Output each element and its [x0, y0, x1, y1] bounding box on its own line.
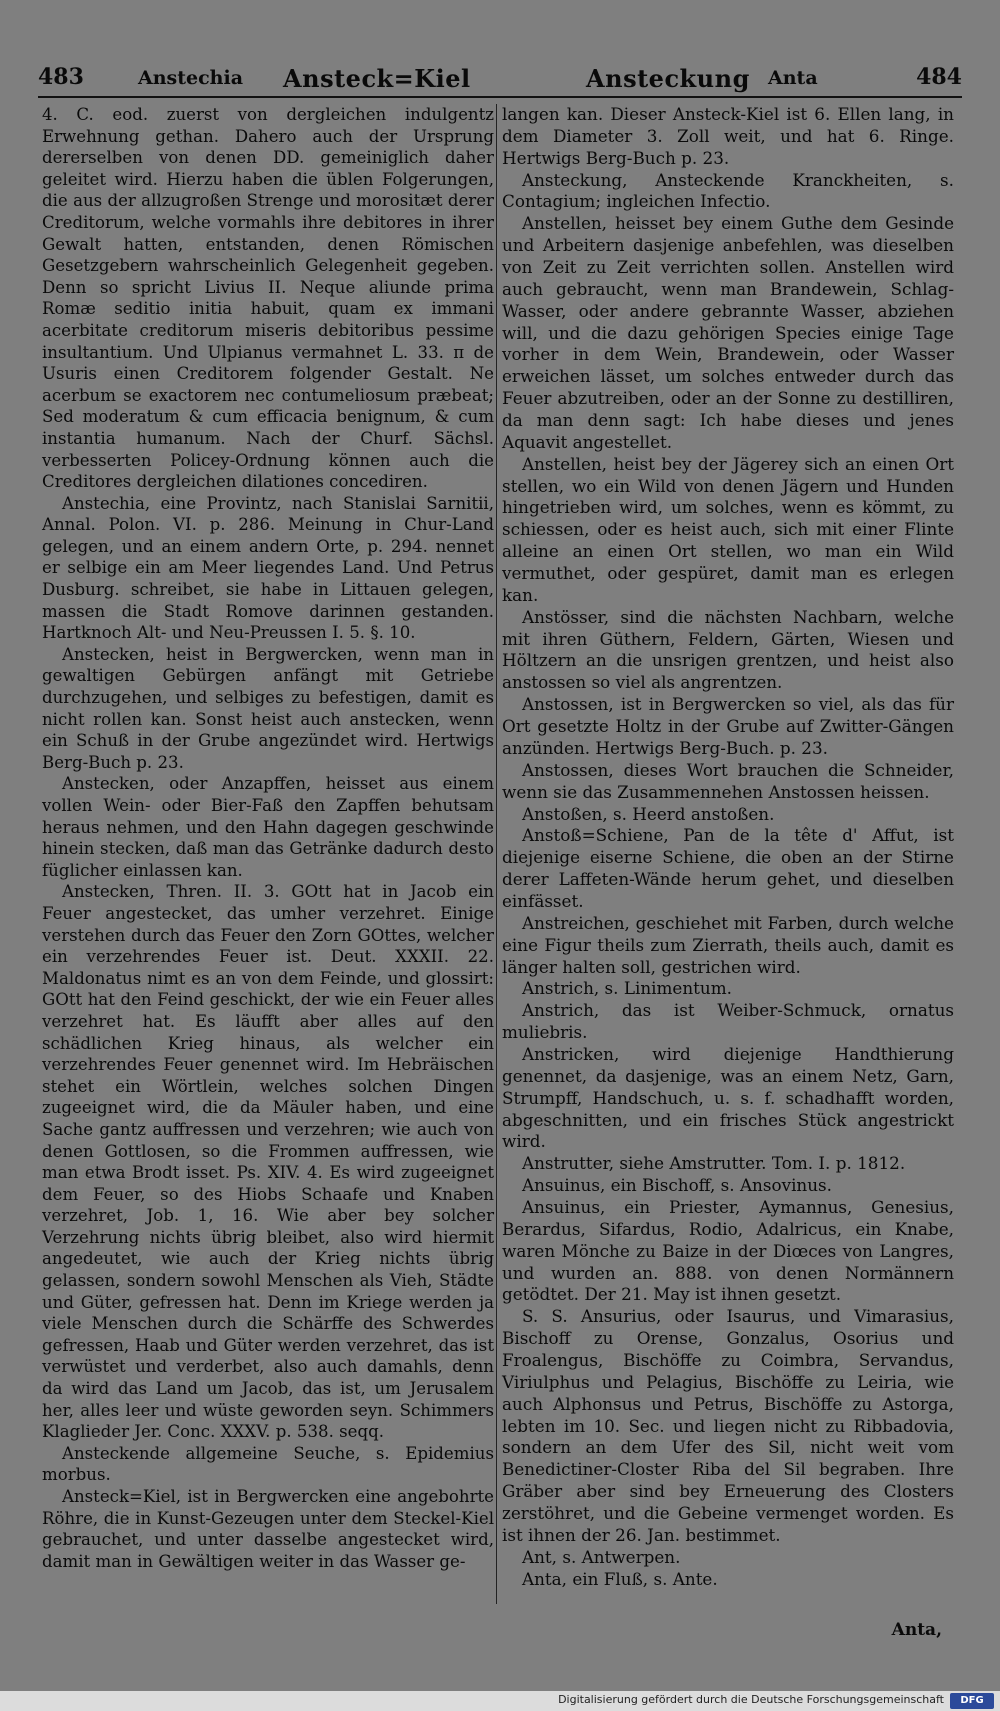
entry-anstoesser: Anstösser, sind die nächsten Nachbarn, welche mit ihren Güthern, Feldern, Gärten, Wiesen und Höltzern an die unsrigen grentzen, und heist also anstossen so viel als angrentzen. [502, 606, 954, 693]
entry-anstecken-thren: Anstecken, Thren. II. 3. GOtt hat in Jacob ein Feuer angestecket, das umher verzehret. Einige verstehen durch das Feuer den Zorn GOttes, welcher ein verzehrendes Feuer ist. Deut. XXXII. 22. Maldonatus nimt es an von dem Feinde, und glossirt: GOtt hat den Feind geschickt, der wie ein Feuer alles verzehret hat. Es läufft aber alles auf den schädlichen Krieg hinaus, als welcher ein verzehrendes Feuer genennet wird. Im Hebräischen stehet ein Wörtlein, welches solchen Dingen zugeeignet wird, die da Mäuler haben, und eine Sache gantz auffressen und verzehren; wie auch von denen Gottlosen, so die Frommen auffressen, wie man etwa Brodt isset. Ps. XIV. 4. Es wird zugeeignet dem Feuer, so des Hiobs Schaafe und Knaben verzehret, Job. 1, 16. Wie aber bey solcher Verzehrung nichts übrig bleibet, also wird hiermit angedeutet, wie auch der Krieg nichts übrig gelassen, sondern sowohl Menschen als Vieh, Städte und Güter, gefressen hat. Denn im Kriege werden ja viele Menschen durch die Schärffe des Schwerdes gefressen, Haab und Güter werden verzehret, das ist verwüstet und verderbet, also auch damahls, denn da wird das Land um Jacob, das ist, um Jerusalem her, alles leer und wüste geworden seyn. Schimmers Klaglieder Jer. Conc. XXXV. p. 538. seqq. [42, 882, 494, 1442]
entry-anstecken-bergwerck: Anstecken, heist in Bergwercken, wenn man in gewaltigen Gebürgen anfängt mit Getriebe durchzugehen, und selbiges zu befestigen, damit es nicht rollen kan. Sonst heist auch anstecken, wenn ein Schuß in der Grube angezündet wird. Hertwigs Berg-Buch p. 23. [42, 644, 494, 772]
left-page-number: 483 [38, 64, 84, 90]
entry-anstrutter: Anstrutter, siehe Amstrutter. Tom. I. p. 1812. [522, 1153, 906, 1174]
right-catch-term: Anta [768, 67, 818, 89]
page-header [38, 62, 962, 98]
right-page-number: 484 [916, 64, 962, 90]
right-running-title: Ansteckung [586, 64, 750, 93]
entry-ansurius: S. S. Ansurius, oder Isaurus, und Vimarasius, Bischoff zu Orense, Gonzalus, Osorius und Froalengus, Bischöffe zu Coimbra, Servandus, Viriulphus und Pelagius, Bischöffe zu Leiria, wie auch Alphonsus und Petrus, Bischöffe zu Astorga, lebten im 10. Sec. und liegen nicht zu Ribbadovia, sondern an dem Ufer des Sil, nicht weit vom Benedictiner-Closter Riba del Sil begraben. Ihre Gräber aber sind bey Erneuerung des Closters zerstöhret, und die Gebeine vermenget worden. Es ist ihnen der 26. Jan. bestimmet. [502, 1306, 954, 1545]
entry-ant: Ant, s. Antwerpen. [522, 1546, 681, 1567]
right-column [502, 104, 954, 1590]
entry-anstrich-liniment: Anstrich, s. Linimentum. [522, 978, 732, 999]
footer-bar [0, 1691, 1000, 1711]
entry-anstellen-guthe: Anstellen, heisset bey einem Guthe dem Gesinde und Arbeitern dasjenige anbefehlen, was dieselben von Zeit zu Zeit verrichten sollen. Anstellen wird auch gebraucht, wenn man Brandewein, Schlag-Wasser, oder andere gebrannte Wasser, abziehen will, und die dazu gehörigen Species einige Tage vorher in dem Wein, Brandewein, oder Wasser erweichen lässet, um solches entweder durch das Feuer abzutreiben, oder an der Sonne zu destilliren, da man denn sagt: Ich habe dieses und jenes Aquavit angestellet. [502, 213, 954, 452]
entry-anstecken-anzapffen: Anstecken, oder Anzapffen, heisset aus einem vollen Wein- oder Bier-Faß den Zapffen behutsam heraus nehmen, und den Hahn dagegen geschwinde hinein stecken, daß man das Getränke dadurch desto füglicher einlassen kan. [42, 774, 494, 880]
left-column [42, 104, 494, 1572]
dfg-logo-icon: DFG [950, 1693, 994, 1709]
funding-credit: Digitalisierung gefördert durch die Deutsche Forschungsgemeinschaft [558, 1693, 944, 1706]
entry-anstossen-schneider: Anstossen, dieses Wort brauchen die Schneider, wenn sie das Zusammennehen Anstossen heissen. [502, 759, 954, 802]
entry-paragraph: 4. C. eod. zuerst von dergleichen indulgentz Erwehnung gethan. Dahero auch der Ursprung dererselben von denen DD. gemeiniglich daher geleitet wird. Hierzu haben die üblen Folgerungen, die aus der allzugroßen Strenge und morositæt derer Creditorum, welche vormahls ihre debitores in ihrer Gewalt hatten, entstanden, denen Römischen Gesetzgebern wahrscheinlich Gelegenheit gegeben. Denn so spricht Livius II. Neque aliunde prima Romæ seditio initia habuit, quam ex immani acerbitate creditorum miseris debitoribus pessime insultantium. Und Ulpianus vermahnet L. 33. π de Usuris einen Creditorem folgender Gestalt. Ne acerbum se exactorem nec contumeliosum præbeat; Sed moderatum & cum efficacia benignum, & cum instantia humanum. Nach der Churf. Sächsl. verbesserten Policey-Ordnung können auch die Creditores dergleichen dilationes concediren. [42, 105, 494, 492]
entry-anstossen-bergwerck: Anstossen, ist in Bergwercken so viel, als das für Ort gesetzte Holtz in der Grube auf Zwitter-Gängen anzünden. Hertwigs Berg-Buch. p. 23. [502, 694, 954, 758]
column-divider [496, 104, 497, 1604]
entry-anstricken: Anstricken, wird diejenige Handthierung genennet, da dasjenige, was an einem Netz, Garn, Strumpff, Handschuch, u. s. f. schadhafft worden, abgeschnitten, und ein frisches Stück angestrickt wird. [502, 1043, 954, 1152]
entry-anstossen-heerd: Anstoßen, s. Heerd anstoßen. [522, 803, 775, 824]
entry-anstechia: Anstechia, eine Provintz, nach Stanislai Sarnitii, Annal. Polon. VI. p. 286. Meinung in Chur-Land gelegen, und an einem andern Orte, p. 294. nennet er selbige ein am Meer liegendes Land. Und Petrus Dusburg. schreibet, sie habe in Littauen gelegen, massen die Stadt Romove darinnen gestanden. Hartknoch Alt- und Neu-Preussen I. 5. §. 10. [42, 493, 494, 643]
entry-ansteckung: Ansteckung, Ansteckende Kranckheiten, s. Contagium; ingleichen Infectio. [502, 169, 954, 212]
entry-continuation: langen kan. Dieser Ansteck-Kiel ist 6. Ellen lang, in dem Diameter 3. Zoll weit, und hat 6. Ringe. Hertwigs Berg-Buch p. 23. [502, 104, 954, 168]
entry-ansuinus-priester: Ansuinus, ein Priester, Aymannus, Genesius, Berardus, Sifardus, Rodio, Adalricus, ein Knabe, waren Mönche zu Baize in der Diœces von Langres, und wurden an. 888. von denen Normännern getödtet. Der 21. May ist ihnen gesetzt. [502, 1196, 954, 1305]
left-running-title: Ansteck=Kiel [283, 64, 471, 93]
catchword: Anta, [891, 1620, 942, 1640]
entry-anstreichen: Anstreichen, geschiehet mit Farben, durch welche eine Figur theils zum Zierrath, theils auch, damit es länger halten soll, gestrichen wird. [502, 912, 954, 977]
entry-ansteck-kiel: Ansteck=Kiel, ist in Bergwercken eine angebohrte Röhre, die in Kunst-Gezeugen unter dem Steckel-Kiel gebrauchet, und unter dasselbe angestecket wird, damit man in Gewältigen weiter in das Wasser ge- [42, 1487, 494, 1571]
entry-anstoss-schiene: Anstoß=Schiene, Pan de la tête d' Affut, ist diejenige eiserne Schiene, die oben an der Stirne derer Laffeten-Wände herum gehet, und dieselben einfässet. [502, 825, 954, 911]
entry-anstrich-schmuck: Anstrich, das ist Weiber-Schmuck, ornatus muliebris. [502, 1000, 954, 1043]
entry-ansteckende-seuche: Ansteckende allgemeine Seuche, s. Epidemius morbus. [42, 1443, 494, 1485]
left-catch-term: Anstechia [138, 67, 244, 89]
entry-anstellen-jaegerey: Anstellen, heist bey der Jägerey sich an einen Ort stellen, wo ein Wild von denen Jägern und Hunden hingetrieben wird, um solches, wenn es kömmt, zu schiessen, oder es heist auch, sich mit einer Flinte alleine an einen Ort stellen, wo man ein Wild vermuthet, oder gespüret, damit man es erlegen kan. [502, 453, 954, 605]
entry-anta: Anta, ein Fluß, s. Ante. [522, 1568, 718, 1589]
entry-ansuinus-bischoff: Ansuinus, ein Bischoff, s. Ansovinus. [522, 1175, 832, 1196]
